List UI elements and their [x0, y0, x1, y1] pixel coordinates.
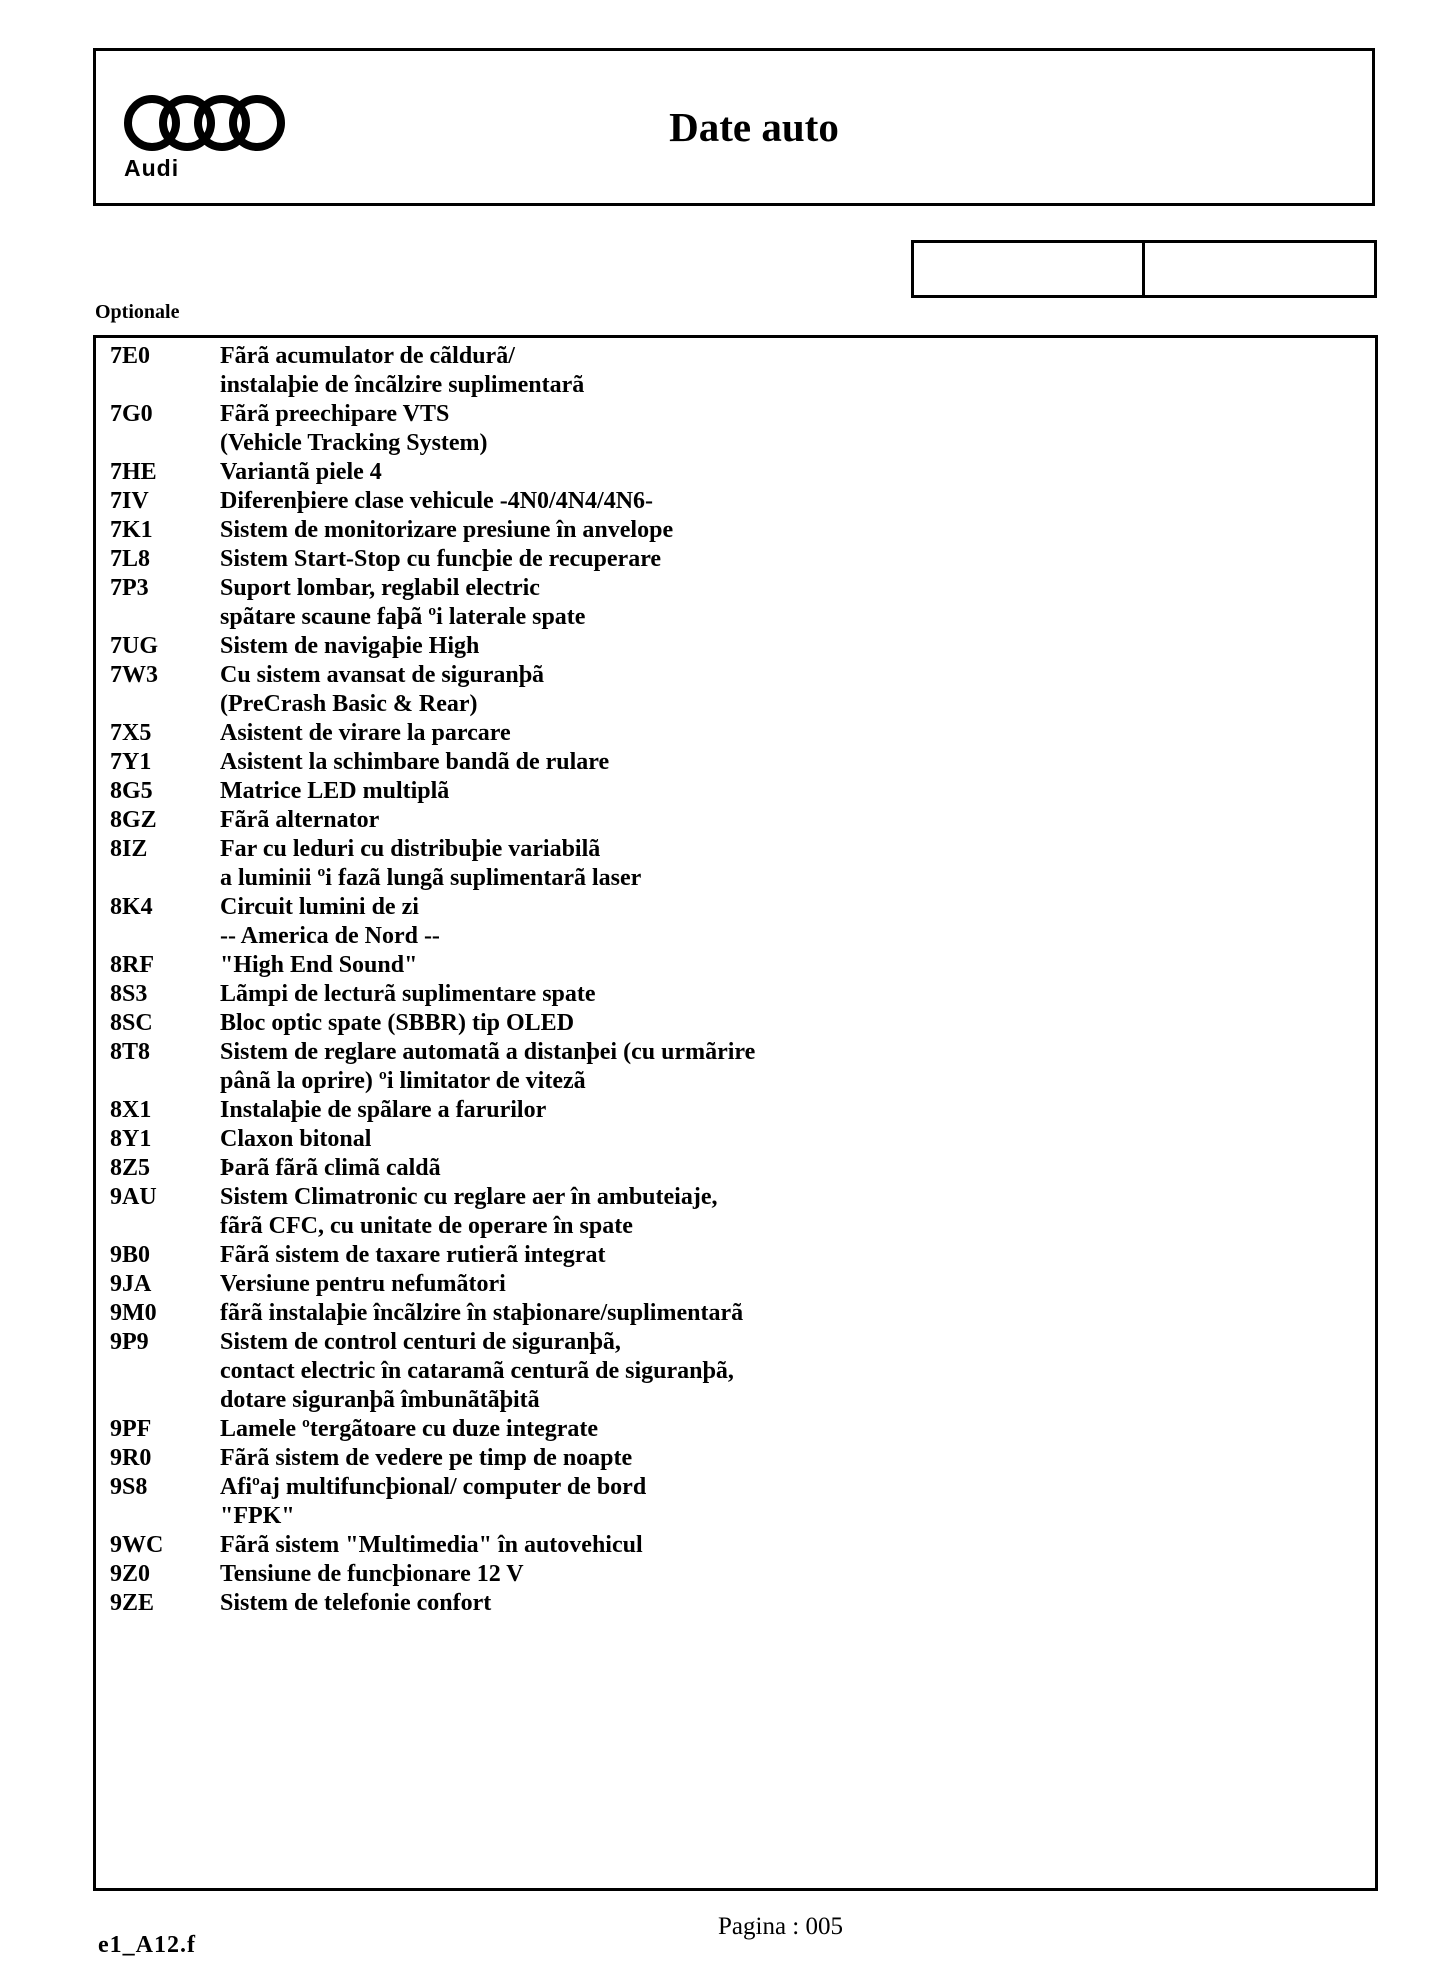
- options-box: [93, 335, 1378, 1891]
- option-row: [110, 1328, 755, 1415]
- option-description: Fãrã sistem "Multimedia" în autovehicul: [220, 1532, 643, 1558]
- option-code: 9B0: [110, 1242, 151, 1268]
- option-row: [110, 1154, 755, 1183]
- option-row: [110, 1183, 755, 1241]
- option-row: [110, 951, 755, 980]
- option-row: [110, 1531, 755, 1560]
- option-code: 7G0: [110, 401, 153, 427]
- option-row: [110, 1125, 755, 1154]
- option-row: [110, 1038, 755, 1096]
- option-code: 9P9: [110, 1329, 149, 1355]
- option-description: Variantã piele 4: [220, 459, 382, 485]
- option-row: [110, 661, 755, 719]
- option-code: 8Y1: [110, 1126, 152, 1152]
- option-description: Claxon bitonal: [220, 1126, 372, 1152]
- option-description: Circuit lumini de zi -- America de Nord --: [220, 894, 440, 949]
- option-code: 7K1: [110, 517, 153, 543]
- option-row: [110, 748, 755, 777]
- header-box: [93, 48, 1375, 206]
- option-code: 8G5: [110, 778, 153, 804]
- option-row: [110, 1009, 755, 1038]
- option-code: 8X1: [110, 1097, 152, 1123]
- option-row: [110, 893, 755, 951]
- option-row: [110, 1270, 755, 1299]
- page-number: Pagina : 005: [718, 1913, 843, 1940]
- option-row: [110, 835, 755, 893]
- option-code: 8S3: [110, 981, 148, 1007]
- info-box-left: [911, 240, 1145, 298]
- option-code: 8T8: [110, 1039, 151, 1065]
- option-description: Fãrã acumulator de cãldurã/ instalaþie de încãlzire suplimentarã: [220, 343, 585, 398]
- option-row: [110, 1473, 755, 1531]
- option-row: [110, 1096, 755, 1125]
- option-description: Lamele ºtergãtoare cu duze integrate: [220, 1416, 599, 1442]
- option-description: fãrã instalaþie încãlzire în staþionare/suplimentarã: [220, 1300, 744, 1326]
- option-description: Suport lombar, reglabil electric spãtare scaune faþã ºi laterale spate: [220, 575, 586, 630]
- option-code: 9S8: [110, 1474, 148, 1500]
- option-row: [110, 342, 755, 400]
- option-row: [110, 1589, 755, 1618]
- option-row: [110, 1299, 755, 1328]
- option-list: [110, 342, 755, 1618]
- option-description: Þarã fãrã climã caldã: [220, 1155, 441, 1181]
- option-code: 7E0: [110, 343, 151, 369]
- option-description: Sistem de telefonie confort: [220, 1590, 492, 1616]
- option-code: 8GZ: [110, 807, 157, 833]
- option-row: [110, 632, 755, 661]
- option-description: Cu sistem avansat de siguranþã (PreCrash Basic & Rear): [220, 662, 545, 717]
- option-description: Asistent de virare la parcare: [220, 720, 511, 746]
- option-description: Far cu leduri cu distribuþie variabilã a luminii ºi fazã lungã suplimentarã laser: [220, 836, 642, 891]
- option-row: [110, 806, 755, 835]
- option-row: [110, 574, 755, 632]
- option-code: 8K4: [110, 894, 153, 920]
- option-row: [110, 458, 755, 487]
- option-code: 8SC: [110, 1010, 153, 1036]
- option-code: 7P3: [110, 575, 149, 601]
- option-code: 9AU: [110, 1184, 157, 1210]
- option-description: Sistem Start-Stop cu funcþie de recuperare: [220, 546, 662, 572]
- option-row: [110, 719, 755, 748]
- option-row: [110, 545, 755, 574]
- option-description: Sistem de navigaþie High: [220, 633, 480, 659]
- option-code: 9JA: [110, 1271, 152, 1297]
- page-title: Date auto: [669, 104, 839, 150]
- option-code: 9WC: [110, 1532, 164, 1558]
- option-code: 7IV: [110, 488, 149, 514]
- option-code: 8RF: [110, 952, 154, 978]
- option-description: Sistem de control centuri de siguranþã, contact electric în cataramã centurã de siguranþã, dotare siguranþã îmbunãtãþitã: [220, 1329, 734, 1413]
- footer-code: e1_A12.f: [98, 1932, 196, 1958]
- option-code: 8Z5: [110, 1155, 151, 1181]
- option-row: [110, 980, 755, 1009]
- option-description: Lãmpi de lecturã suplimentare spate: [220, 981, 596, 1007]
- brand-name: Audi: [124, 155, 180, 181]
- option-description: Fãrã alternator: [220, 807, 380, 833]
- option-row: [110, 1444, 755, 1473]
- option-description: Fãrã preechipare VTS (Vehicle Tracking System): [220, 401, 488, 456]
- option-description: Tensiune de funcþionare 12 V: [220, 1561, 524, 1587]
- option-code: 7Y1: [110, 749, 152, 775]
- option-description: Diferenþiere clase vehicule -4N0/4N4/4N6-: [220, 488, 654, 514]
- option-code: 7UG: [110, 633, 158, 659]
- option-code: 9Z0: [110, 1561, 151, 1587]
- option-description: Asistent la schimbare bandã de rulare: [220, 749, 610, 775]
- option-code: 9M0: [110, 1300, 157, 1326]
- option-description: Matrice LED multiplã: [220, 778, 450, 804]
- option-description: Sistem Climatronic cu reglare aer în ambuteiaje, fãrã CFC, cu unitate de operare în spate: [220, 1184, 718, 1239]
- option-description: Bloc optic spate (SBBR) tip OLED: [220, 1010, 575, 1036]
- option-description: Versiune pentru nefumãtori: [220, 1271, 506, 1297]
- option-code: 8IZ: [110, 836, 148, 862]
- option-row: [110, 400, 755, 458]
- option-code: 7W3: [110, 662, 158, 688]
- option-description: Sistem de monitorizare presiune în anvelope: [220, 517, 674, 543]
- option-row: [110, 516, 755, 545]
- section-label: Optionale: [95, 301, 180, 323]
- option-code: 7HE: [110, 459, 157, 485]
- option-row: [110, 1415, 755, 1444]
- option-code: 9ZE: [110, 1590, 155, 1616]
- option-row: [110, 1241, 755, 1270]
- option-code: 9PF: [110, 1416, 152, 1442]
- option-description: Fãrã sistem de vedere pe timp de noapte: [220, 1445, 633, 1471]
- info-box-right: [1142, 240, 1377, 298]
- option-row: [110, 1560, 755, 1589]
- option-row: [110, 487, 755, 516]
- option-description: Sistem de reglare automatã a distanþei (cu urmãrire pânã la oprire) ºi limitator de vitezã: [220, 1039, 756, 1094]
- option-description: "High End Sound": [220, 952, 418, 978]
- option-row: [110, 777, 755, 806]
- option-description: Instalaþie de spãlare a farurilor: [220, 1097, 547, 1123]
- option-description: Fãrã sistem de taxare rutierã integrat: [220, 1242, 606, 1268]
- option-description: Afiºaj multifuncþional/ computer de bord "FPK": [220, 1474, 647, 1529]
- option-code: 7L8: [110, 546, 151, 572]
- option-code: 7X5: [110, 720, 152, 746]
- option-code: 9R0: [110, 1445, 152, 1471]
